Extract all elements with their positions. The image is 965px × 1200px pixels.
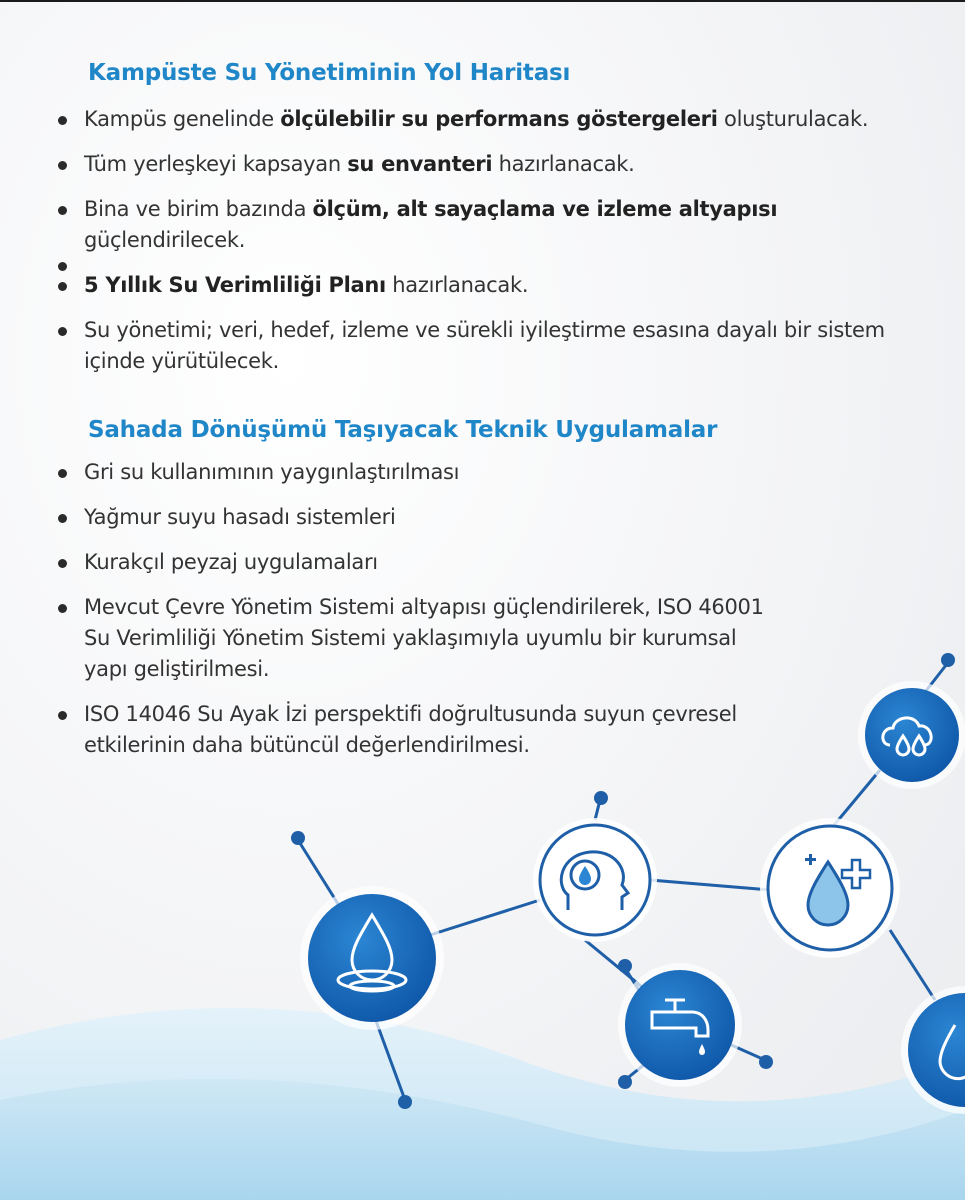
list-item: Tüm yerleşkeyi kapsayan su envanteri hazırlanacak. (52, 149, 952, 180)
list-item: Bina ve birim bazında ölçüm, alt sayaçlama ve izleme altyapısı güçlendirilecek. (52, 194, 952, 256)
wave-back (0, 1008, 965, 1200)
head-water-cycle-icon (561, 852, 628, 910)
roadmap-list (52, 104, 952, 377)
roadmap-heading: Kampüste Su Yönetiminin Yol Haritası (88, 60, 571, 86)
tap-node (618, 963, 742, 1087)
drop-node-edge (901, 986, 965, 1114)
water-drop-ripple-node (300, 886, 444, 1030)
water-drop-ripple-icon (338, 915, 406, 991)
list-item: Yağmur suyu hasadı sistemleri (52, 502, 952, 533)
drop-icon (940, 1025, 965, 1079)
list-item: Gri su kullanımının yaygınlaştırılması (52, 457, 952, 488)
list-item: Kurakçıl peyzaj uygulamaları (52, 547, 952, 578)
drop-plus-node (760, 818, 900, 958)
wave-front (0, 1079, 965, 1200)
list-item: Kampüs genelinde ölçülebilir su performans göstergeleri oluşturulacak. (52, 104, 952, 135)
top-border (0, 0, 965, 2)
list-item: ISO 14046 Su Ayak İzi perspektifi doğrultusunda suyun çevresel etkilerinin daha bütüncül değerlendirilmesi. (52, 699, 804, 761)
list-item: 5 Yıllık Su Verimliliği Planı hazırlanacak. (52, 270, 952, 301)
main-content (52, 60, 952, 775)
tap-icon (652, 1000, 708, 1055)
technical-heading: Sahada Dönüşümü Taşıyacak Teknik Uygulamalar (88, 417, 718, 443)
head-water-cycle-node (533, 818, 657, 942)
list-item: Mevcut Çevre Yönetim Sistemi altyapısı güçlendirilerek, ISO 46001 Su Verimliliği Yönetim Sistemi yaklaşımıyla uyumlu bir kurumsal yapı geliştirilmesi. (52, 592, 764, 685)
drop-plus-icon (805, 854, 870, 925)
stray-bullet (58, 262, 67, 271)
technical-list (52, 457, 952, 761)
list-item: Su yönetimi; veri, hedef, izleme ve sürekli iyileştirme esasına dayalı bir sistem içinde yürütülecek. (52, 315, 952, 377)
